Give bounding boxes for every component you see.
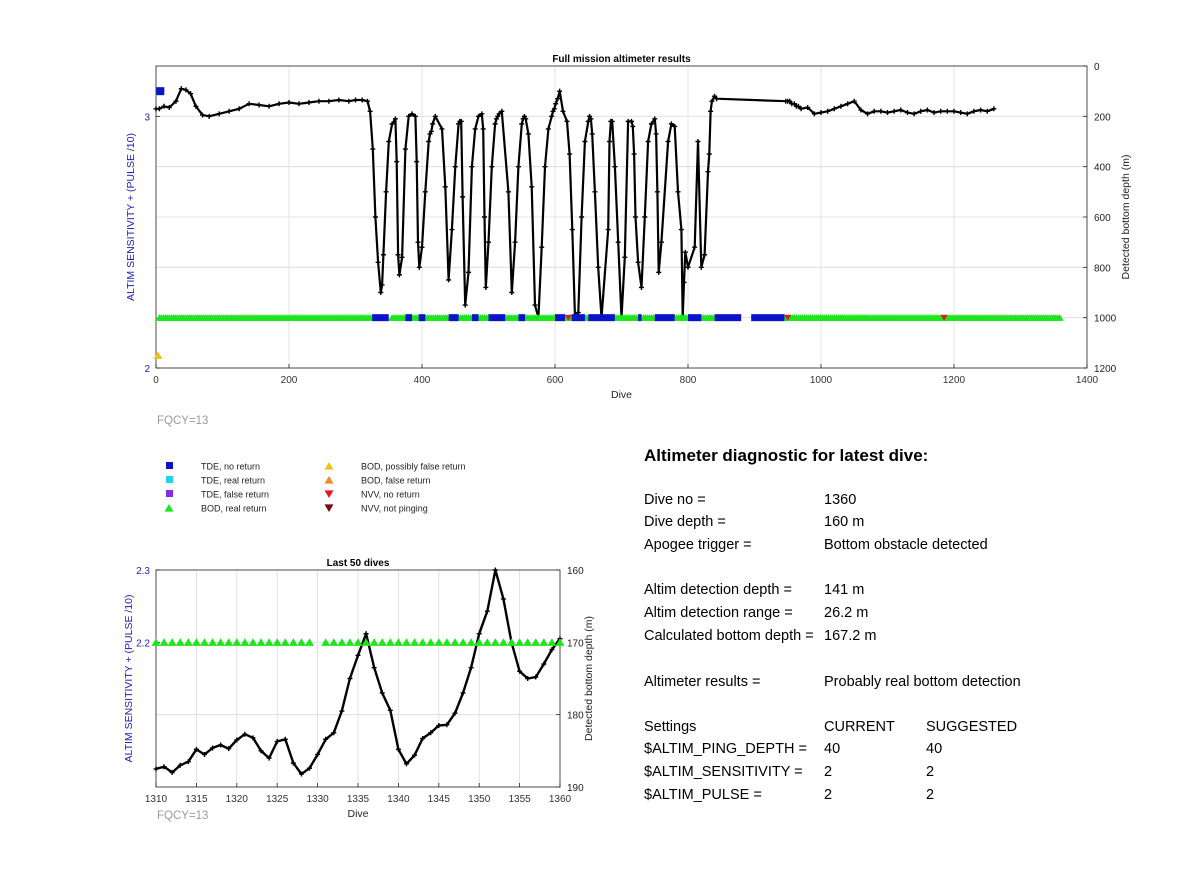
tde-no-return-marker <box>655 314 675 321</box>
tde-no-return-marker <box>419 314 426 321</box>
depth-point <box>414 159 419 164</box>
depth-point <box>489 164 494 169</box>
fqcy-label: FQCY=13 <box>157 810 209 822</box>
legend-label: TDE, no return <box>201 461 261 472</box>
y-left-axis-label: ALTIM SENSITIVITY + (PULSE /10) <box>125 133 137 301</box>
depth-point <box>656 270 661 275</box>
y-left-tick-label: 2.3 <box>136 566 150 577</box>
diagnostic-label: Calculated bottom depth = <box>644 628 814 644</box>
depth-point <box>376 260 381 265</box>
depth-point <box>570 227 575 232</box>
y-right-tick-label: 600 <box>1094 213 1111 224</box>
depth-point <box>952 109 957 114</box>
depth-point <box>567 152 572 157</box>
depth-point <box>316 99 321 104</box>
legend-item <box>325 462 466 472</box>
y-right-tick-label: 170 <box>567 638 584 650</box>
legend-marker-triangle <box>325 490 334 498</box>
x-tick-label: 800 <box>679 375 697 386</box>
legend-marker-square <box>166 462 173 469</box>
depth-point <box>646 139 651 144</box>
diagnostic-value: 26.2 m <box>824 605 869 621</box>
x-tick-label: 1345 <box>427 794 450 805</box>
diagnostic-value: 2 <box>824 787 833 803</box>
x-tick-label: 1325 <box>266 794 289 805</box>
tde-no-return-marker <box>405 314 412 321</box>
depth-point <box>420 245 425 250</box>
depth-point <box>622 255 627 260</box>
tde-no-return-marker <box>588 314 615 321</box>
tde-no-return-marker <box>372 314 389 321</box>
depth-point <box>400 255 405 260</box>
depth-point <box>346 99 351 104</box>
x-tick-label: 1315 <box>185 794 208 805</box>
diagnostic-label: Altimeter results = <box>644 674 761 690</box>
x-axis-label: Dive <box>347 808 369 820</box>
x-tick-label: 1330 <box>306 794 329 805</box>
depth-point <box>654 131 659 136</box>
depth-point <box>463 303 468 308</box>
depth-point <box>616 240 621 245</box>
depth-point <box>666 139 671 144</box>
x-tick-label: 1320 <box>225 794 248 805</box>
depth-point <box>381 252 386 257</box>
diagnostic-label: Settings <box>644 719 697 735</box>
depth-point <box>207 114 212 119</box>
depth-point <box>460 194 465 199</box>
legend-item <box>166 490 269 500</box>
tde-no-return-marker <box>156 87 164 95</box>
depth-point <box>692 245 697 250</box>
depth-point <box>606 227 611 232</box>
x-tick-label: 1355 <box>508 794 531 805</box>
depth-point <box>695 139 700 144</box>
depth-point <box>683 250 688 255</box>
depth-point <box>365 99 370 104</box>
depth-point <box>449 227 454 232</box>
last-50-group <box>123 558 595 820</box>
depth-point <box>546 126 551 131</box>
diagnostic-value: 2 <box>824 764 833 780</box>
depth-point <box>368 109 373 114</box>
diagnostic-label: Altim detection depth = <box>644 582 792 598</box>
depth-point <box>416 240 421 245</box>
depth-point <box>519 121 524 126</box>
tde-no-return-marker <box>518 314 525 321</box>
depth-point <box>227 109 232 114</box>
x-tick-label: 1340 <box>387 794 410 805</box>
legend-label: BOD, real return <box>201 503 267 514</box>
depth-point <box>513 240 518 245</box>
depth-point <box>453 164 458 169</box>
depth-point <box>945 109 950 114</box>
diagnostic-label: Apogee trigger = <box>644 537 752 553</box>
tde-no-return-marker <box>572 314 585 321</box>
y-right-tick-label: 160 <box>567 566 584 577</box>
depth-point <box>590 131 595 136</box>
diagnostic-label: $ALTIM_PING_DEPTH = <box>644 741 807 757</box>
depth-point <box>549 114 554 119</box>
depth-point <box>353 97 358 102</box>
diagnostic-title: Altimeter diagnostic for latest dive: <box>644 446 929 465</box>
depth-point <box>396 252 401 257</box>
depth-point <box>885 110 890 115</box>
depth-point <box>526 131 531 136</box>
legend-marker-triangle <box>325 476 334 484</box>
x-tick-label: 1350 <box>468 794 491 805</box>
depth-point <box>676 189 681 194</box>
legend-marker-triangle <box>325 462 334 470</box>
depth-point <box>633 215 638 220</box>
depth-point <box>655 189 660 194</box>
depth-point <box>506 189 511 194</box>
diagnostic-value: Bottom obstacle detected <box>824 537 988 553</box>
depth-point <box>708 109 713 114</box>
legend-marker-square <box>166 490 173 497</box>
legend-item <box>325 490 420 500</box>
depth-point <box>707 152 712 157</box>
depth-point <box>543 164 548 169</box>
y-right-tick-label: 400 <box>1094 162 1111 174</box>
depth-point <box>529 184 534 189</box>
legend-marker-triangle <box>325 504 334 512</box>
depth-point <box>612 164 617 169</box>
depth-point <box>938 109 943 114</box>
x-tick-label: 400 <box>413 375 431 386</box>
depth-point <box>481 126 486 131</box>
depth-point <box>892 109 897 114</box>
x-axis-label: Dive <box>610 389 633 401</box>
legend-label: TDE, false return <box>201 489 270 500</box>
depth-point <box>336 97 341 102</box>
legend-marker-triangle <box>165 504 174 512</box>
depth-point <box>306 100 311 105</box>
depth-point <box>958 110 963 115</box>
diagnostic-suggested-value: 2 <box>926 764 935 780</box>
depth-point <box>596 265 601 270</box>
y-right-axis-label: Detected bottom depth (m) <box>1120 154 1132 280</box>
depth-point <box>642 215 647 220</box>
diagnostic-value: 40 <box>824 741 841 757</box>
y-left-tick-label: 2.2 <box>136 638 150 650</box>
legend-item <box>166 462 260 472</box>
fqcy-label: FQCY=13 <box>157 415 209 427</box>
x-tick-label: 200 <box>280 375 298 386</box>
y-right-tick-label: 180 <box>567 710 584 722</box>
depth-point <box>326 99 331 104</box>
depth-point <box>154 766 159 771</box>
depth-point <box>277 101 282 106</box>
y-right-tick-label: 200 <box>1094 112 1111 124</box>
x-tick-label: 1400 <box>1075 375 1099 386</box>
depth-point <box>878 109 883 114</box>
depth-point <box>403 147 408 152</box>
depth-point <box>659 240 664 245</box>
depth-point <box>592 189 597 194</box>
depth-point <box>607 139 612 144</box>
depth-point <box>384 189 389 194</box>
depth-point <box>466 270 471 275</box>
diagnostic-suggested-value: 40 <box>926 741 943 757</box>
y-left-tick-label: 2 <box>144 364 150 375</box>
tde-no-return-marker <box>751 314 784 321</box>
depth-point <box>296 101 301 106</box>
depth-point <box>533 303 538 308</box>
diagnostic-value: 167.2 m <box>824 628 877 644</box>
depth-point <box>493 121 498 126</box>
depth-point <box>257 103 262 108</box>
depth-point <box>636 260 641 265</box>
diagnostic-label: $ALTIM_PULSE = <box>644 787 762 803</box>
depth-point <box>446 277 451 282</box>
depth-point <box>630 124 635 129</box>
diagnostic-suggested-value: SUGGESTED <box>926 719 1018 735</box>
depth-point <box>417 265 422 270</box>
full-mission-group <box>125 54 1132 401</box>
x-tick-label: 1000 <box>809 375 833 386</box>
diagnostic-value: 141 m <box>824 582 865 598</box>
depth-point <box>469 164 474 169</box>
diagnostic-label: Dive depth = <box>644 514 726 530</box>
depth-point <box>582 139 587 144</box>
legend-item <box>325 476 431 486</box>
x-tick-label: 0 <box>153 375 159 386</box>
depth-point <box>557 89 562 94</box>
depth-point <box>702 252 707 257</box>
legend-item <box>325 504 428 514</box>
depth-point <box>819 110 824 115</box>
y-right-tick-label: 190 <box>567 783 584 794</box>
depth-point <box>397 272 402 277</box>
y-left-tick-label: 3 <box>144 112 150 124</box>
tde-no-return-marker <box>688 314 701 321</box>
chart-title: Last 50 dives <box>326 558 390 569</box>
tde-no-return-marker <box>489 314 506 321</box>
depth-point <box>386 139 391 144</box>
depth-point <box>373 215 378 220</box>
x-tick-label: 1200 <box>942 375 966 386</box>
tde-no-return-marker <box>555 314 565 321</box>
y-left-axis-label: ALTIM SENSITIVITY + (PULSE /10) <box>123 594 135 763</box>
depth-point <box>978 108 983 113</box>
diagnostic-value: 1360 <box>824 492 857 508</box>
diagnostic-label: Altim detection range = <box>644 605 793 621</box>
depth-point <box>473 126 478 131</box>
legend-label: NVV, no return <box>361 489 420 500</box>
depth-point <box>482 215 487 220</box>
legend-marker-square <box>166 476 173 483</box>
chart-title: Full mission altimeter results <box>552 54 691 65</box>
diagnostic-value: CURRENT <box>824 719 895 735</box>
depth-point <box>509 290 514 295</box>
legend-item <box>165 504 267 514</box>
legend-label: TDE, real return <box>201 475 266 486</box>
tde-no-return-marker <box>472 314 479 321</box>
depth-point <box>679 227 684 232</box>
depth-point <box>360 97 365 102</box>
y-right-tick-label: 0 <box>1094 62 1100 73</box>
legend-label: BOD, false return <box>361 475 431 486</box>
depth-point <box>483 285 488 290</box>
depth-point <box>629 119 634 124</box>
depth-point <box>516 164 521 169</box>
diagnostic-label: $ALTIM_SENSITIVITY = <box>644 764 803 780</box>
depth-point <box>579 215 584 220</box>
diagnostic-label: Dive no = <box>644 492 706 508</box>
depth-point <box>539 245 544 250</box>
depth-point <box>370 147 375 152</box>
depth-point <box>426 139 431 144</box>
depth-point <box>423 189 428 194</box>
depth-point <box>705 169 710 174</box>
x-tick-label: 600 <box>546 375 564 386</box>
y-right-tick-label: 1000 <box>1094 313 1117 325</box>
tde-no-return-marker <box>715 314 742 321</box>
depth-point <box>394 159 399 164</box>
legend-item <box>166 476 265 486</box>
bod-possibly-false-marker <box>153 351 162 359</box>
depth-point <box>287 100 292 105</box>
x-tick-label: 1310 <box>144 794 168 805</box>
depth-series-line <box>156 89 994 318</box>
depth-point <box>378 290 383 295</box>
x-tick-label: 1335 <box>346 794 370 805</box>
tde-no-return-marker <box>449 314 459 321</box>
diagnostic-value: 160 m <box>824 514 865 530</box>
depth-point <box>632 152 637 157</box>
x-tick-label: 1360 <box>548 794 572 805</box>
y-right-tick-label: 1200 <box>1094 364 1117 375</box>
y-right-tick-label: 800 <box>1094 263 1111 275</box>
depth-point <box>699 265 704 270</box>
depth-point <box>217 111 222 116</box>
legend-label: BOD, possibly false return <box>361 461 466 472</box>
depth-point <box>639 285 644 290</box>
legend-label: NVV, not pinging <box>361 503 428 514</box>
diagnostic-value: Probably real bottom detection <box>824 674 1021 690</box>
depth-point <box>443 184 448 189</box>
depth-point <box>686 265 691 270</box>
depth-point <box>267 104 272 109</box>
tde-no-return-marker <box>638 314 641 321</box>
diagnostic-suggested-value: 2 <box>926 787 935 803</box>
y-right-axis-label: Detected bottom depth (m) <box>583 616 595 741</box>
depth-point <box>486 240 491 245</box>
